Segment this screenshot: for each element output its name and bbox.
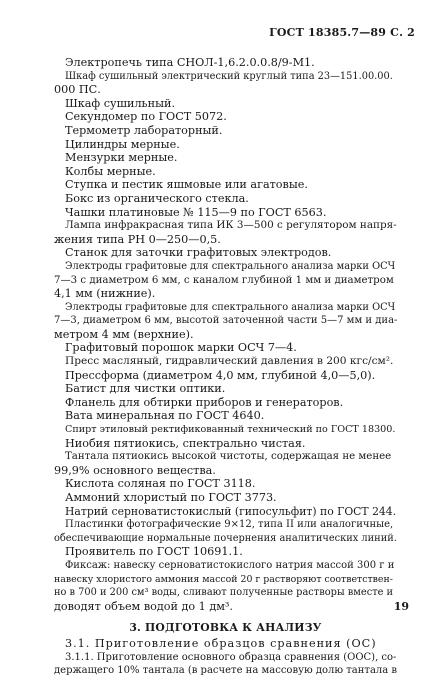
text-line: 3.1.1. Приготовление основного образца сравнения (ООС), со- bbox=[65, 651, 397, 663]
text-line: Лампа инфракрасная типа ИК 3—500 с регулятором напря- bbox=[65, 219, 397, 232]
text-line: Графитовый порошок марки ОСЧ 7—4. bbox=[65, 341, 297, 355]
text-line: но в 700 и 200 см³ воды, сливают полученные растворы вместе и bbox=[54, 587, 394, 599]
text-line: навеску хлористого аммония массой 20 г растворяют соответствен- bbox=[54, 573, 393, 585]
text-line: жения типа РН 0—250—0,5. bbox=[54, 232, 221, 246]
page-header: ГОСТ 18385.7—89 С. 2 bbox=[269, 26, 415, 39]
text-line: обеспечивающие нормальные почернения аналитических линий. bbox=[54, 532, 397, 544]
document-body bbox=[54, 56, 397, 678]
text-line: 000 ПС. bbox=[54, 83, 101, 97]
text-line: Ниобия пятиокись, спектрально чистая. bbox=[65, 436, 306, 450]
text-line: Пластинки фотографические 9×12, типа II или аналогичные, bbox=[65, 519, 394, 531]
text-line: 7—3 с диаметром 6 мм, с каналом глубиной 1 мм и диаметром bbox=[54, 274, 394, 286]
text-line: Вата минеральная по ГОСТ 4640. bbox=[65, 409, 265, 423]
text-line: Секундомер по ГОСТ 5072. bbox=[65, 110, 227, 124]
text-line: 99,9% основного вещества. bbox=[54, 463, 216, 477]
text-line: Ступка и пестик яшмовые или агатовые. bbox=[65, 178, 308, 192]
text-line: Бокс из органического стекла. bbox=[65, 191, 249, 205]
text-line: Фиксаж: навеску серноватистокислого натрия массой 300 г и bbox=[65, 559, 395, 571]
text-line: Станок для заточки графитовых электродов. bbox=[65, 246, 332, 260]
text-line: Шкаф сушильный. bbox=[65, 96, 176, 110]
equipment-list bbox=[54, 56, 397, 613]
section-body bbox=[54, 637, 397, 678]
text-line: Батист для чистки оптики. bbox=[65, 382, 226, 396]
text-line: Кислота соляная по ГОСТ 3118. bbox=[65, 477, 256, 491]
text-line: Проявитель по ГОСТ 10691.1. bbox=[65, 545, 243, 559]
text-line: Фланель для обтирки приборов и генераторов. bbox=[65, 395, 344, 409]
text-line: держащего 10% тантала (в расчете на массовую долю тантала в bbox=[54, 665, 398, 677]
text-line: Колбы мерные. bbox=[65, 164, 156, 178]
text-line: Шкаф сушильный электрический круглый типа 23—151.00.00. bbox=[65, 70, 393, 82]
section-title: 3. ПОДГОТОВКА К АНАЛИЗУ bbox=[129, 621, 322, 635]
text-line: Спирт этиловый ректификованный технический по ГОСТ 18300. bbox=[65, 424, 396, 436]
text-line: Электроды графитовые для спектрального анализа марки ОСЧ bbox=[65, 260, 396, 272]
text-line: Электроды графитовые для спектрального анализа марки ОСЧ bbox=[65, 301, 396, 313]
text-line: Чашки платиновые № 115—9 по ГОСТ 6563. bbox=[65, 205, 327, 219]
text-line: 4,1 мм (нижние). bbox=[54, 287, 156, 301]
text-line: Тантала пятиокись высокой чистоты, содержащая не менее bbox=[65, 451, 392, 463]
text-line: 7—3, диаметром 6 мм, высотой заточенной части 5—7 мм и диа- bbox=[54, 315, 398, 327]
text-line: доводят объем водой до 1 дм³. bbox=[54, 599, 233, 613]
text-line: 3.1. Приготовление образцов сравнения (ОС) bbox=[65, 636, 377, 650]
text-line: Электропечь типа СНОЛ-1,6.2.0.0.8/9-М1. bbox=[65, 56, 315, 69]
text-line: Термометр лабораторный. bbox=[65, 123, 223, 137]
text-line: Цилиндры мерные. bbox=[65, 137, 180, 151]
text-line: Мензурки мерные. bbox=[65, 151, 178, 165]
text-line: метром 4 мм (верхние). bbox=[54, 327, 194, 341]
page-number: 19 bbox=[393, 600, 409, 613]
text-line: Пресс масляный, гидравлический давления в 200 кгс/см². bbox=[65, 355, 394, 368]
text-line: Аммоний хлористый по ГОСТ 3773. bbox=[65, 491, 277, 504]
text-line: Прессформа (диаметром 4,0 мм, глубиной 4,0—5,0). bbox=[65, 368, 376, 382]
text-line: Натрий серноватистокислый (гипосульфит) по ГОСТ 244. bbox=[65, 504, 397, 518]
